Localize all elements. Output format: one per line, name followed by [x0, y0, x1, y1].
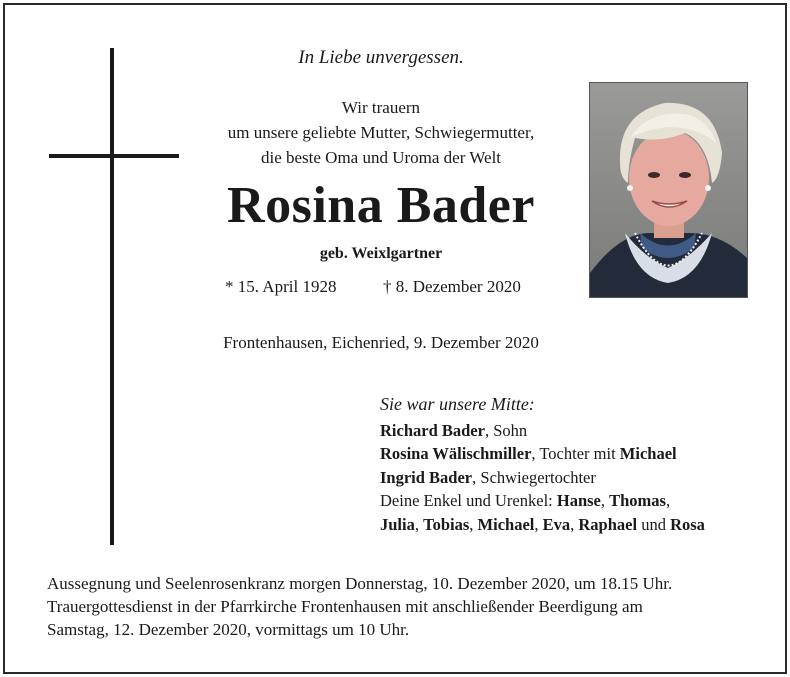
relation-text: Deine Enkel und Urenkel: — [380, 491, 557, 510]
relative-name: Michael — [619, 444, 677, 463]
funeral-line: Samstag, 12. Dezember 2020, vormittags um 10 Uhr. — [47, 620, 410, 639]
intro-line: Wir trauern — [341, 98, 421, 117]
family-list — [380, 393, 780, 536]
portrait-photo-illustration — [590, 83, 747, 297]
birth-date: * 15. April 1928 — [225, 277, 337, 296]
funeral-details — [47, 572, 767, 641]
relative-name: Rosina Wälischmiller — [380, 444, 532, 463]
funeral-line: Trauergottesdienst in der Pfarrkirche Frontenhausen mit anschließender Beerdigung am — [47, 597, 643, 616]
intro-line: um unsere geliebte Mutter, Schwiegermutter, — [227, 123, 535, 142]
family-line: Julia, Tobias, Michael, Eva, Raphael und Rosa — [380, 514, 705, 534]
relative-name: Hanse — [556, 491, 601, 510]
relative-name: Tobias — [423, 514, 470, 534]
family-line — [380, 419, 780, 443]
relation-text: und — [637, 514, 671, 534]
relative-name: Julia — [380, 514, 415, 534]
relation-text: , Tochter mit — [531, 444, 620, 463]
intro-text — [185, 95, 577, 170]
relative-name: Thomas — [609, 491, 666, 510]
motto: In Liebe unvergessen. — [298, 47, 464, 68]
relation-text: , Schwiegertochter — [472, 467, 596, 487]
deceased-name: Rosina Bader — [227, 177, 535, 234]
relative-name: Richard Bader — [380, 420, 485, 440]
family-line — [380, 466, 780, 490]
family-line: Deine Enkel und Urenkel: Hanse, Thomas, — [380, 491, 671, 510]
intro-line: die beste Oma und Uroma der Welt — [260, 148, 502, 167]
funeral-line: Aussegnung und Seelenrosenkranz morgen Donnerstag, 10. Dezember 2020, um 18.15 Uhr. — [47, 574, 673, 593]
cross-icon-horizontal — [49, 154, 179, 158]
relation-text: , Sohn — [484, 420, 528, 440]
place-and-date: Frontenhausen, Eichenried, 9. Dezember 2020 — [223, 333, 539, 352]
obituary-notice — [3, 3, 787, 674]
birth-name: geb. Weixlgartner — [319, 245, 443, 262]
cross-icon-vertical — [110, 48, 114, 545]
family-line — [380, 442, 780, 466]
relative-name: Michael — [477, 514, 535, 534]
relative-name: Eva — [542, 514, 571, 534]
relative-name: Rosa — [670, 514, 705, 534]
family-heading: Sie war unsere Mitte: — [380, 394, 535, 414]
relative-name: Ingrid Bader — [380, 467, 473, 487]
relative-name: Raphael — [578, 514, 638, 534]
death-date: † 8. Dezember 2020 — [383, 277, 521, 296]
portrait-photo — [589, 82, 748, 298]
